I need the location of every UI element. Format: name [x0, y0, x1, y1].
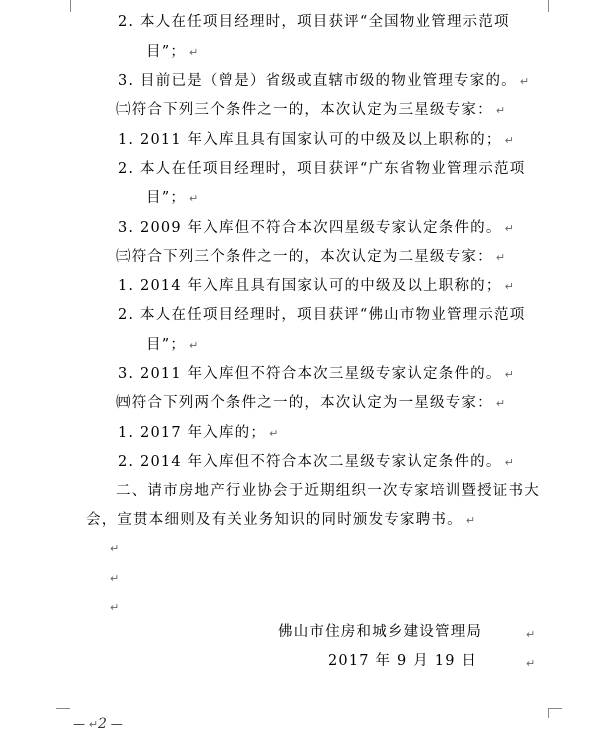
item-4-2: 2. 2014 年入库但不符合本次二星级专家认定条件的。 ↵ [118, 454, 514, 470]
paragraph-mark-icon: ↵ [504, 456, 514, 469]
paragraph-mark-icon: ↵ [88, 718, 99, 731]
paragraph-mark-icon: ↵ [504, 222, 514, 235]
paragraph-mark-icon: ↵ [519, 75, 530, 88]
paragraph-mark-icon: ↵ [526, 628, 536, 641]
item-2-1: 1. 2011 年入库且具有国家认可的中级及以上职称的； ↵ [118, 132, 514, 148]
paragraph-mark-icon: ↵ [189, 339, 199, 352]
item-1-3: 3. 目前已是（曾是）省级或直辖市级的物业管理专家的。 ↵ [118, 73, 530, 89]
item-2-2-line-1: 2. 本人在任项目经理时，项目获评“广东省物业管理示范项 [118, 161, 526, 177]
paragraph-mark-icon: ↵ [189, 192, 199, 205]
section-2-star-heading: ㈢符合下列三个条件之一的，本次认定为二星级专家： ↵ [116, 249, 506, 265]
section-two-line-2: 会，宣贯本细则及有关业务知识的同时颁发专家聘书。 ↵ [86, 512, 476, 528]
item-2-2-line-2: 目”； ↵ [146, 190, 199, 206]
paragraph-mark-icon: ↵ [526, 657, 536, 670]
paragraph-mark-icon: ↵ [504, 368, 514, 381]
item-3-1: 1. 2014 年入库且具有国家认可的中级及以上职称的； ↵ [118, 278, 514, 294]
paragraph-mark-icon: ↵ [495, 251, 506, 264]
page-number-value: 2 [98, 716, 107, 732]
item-3-2-line-1: 2. 本人在任项目经理时，项目获评“佛山市物业管理示范项 [118, 307, 526, 323]
signature-org: 佛山市住房和城乡建设管理局 [278, 624, 483, 640]
section-1-star-heading: ㈣符合下列两个条件之一的，本次认定为一星级专家： ↵ [116, 395, 506, 411]
paragraph-mark-icon: ↵ [504, 280, 514, 293]
empty-paragraph-mark-icon: ↵ [110, 601, 120, 614]
empty-paragraph-mark-icon: ↵ [110, 542, 120, 555]
paragraph-mark-icon: ↵ [504, 134, 514, 147]
signature-date: 2017 年 9 月 19 日 [328, 653, 478, 669]
section-two-line-1: 二、请市房地产行业协会于近期组织一次专家培训暨授证书大 [116, 483, 540, 499]
dash-right: — [106, 717, 123, 731]
page-number [73, 716, 123, 732]
section-3-star-heading: ㈡符合下列三个条件之一的，本次认定为三星级专家： ↵ [116, 102, 506, 118]
paragraph-mark-icon: ↵ [495, 104, 506, 117]
crop-mark-top-right [548, 0, 563, 12]
item-1-2-line-1: 2. 本人在任项目经理时，项目获评“全国物业管理示范项 [118, 14, 510, 30]
paragraph-mark-icon: ↵ [189, 46, 199, 59]
item-2-3: 3. 2009 年入库但不符合本次四星级专家认定条件的。 ↵ [118, 220, 514, 236]
paragraph-mark-icon: ↵ [495, 397, 506, 410]
paragraph-mark-icon: ↵ [269, 427, 279, 440]
dash-left: — [73, 717, 89, 731]
item-3-3: 3. 2011 年入库但不符合本次三星级专家认定条件的。 ↵ [118, 366, 514, 382]
crop-mark-bottom-right-h [548, 708, 562, 723]
empty-paragraph-mark-icon: ↵ [110, 572, 120, 585]
item-3-2-line-2: 目”； ↵ [146, 337, 199, 353]
crop-mark-bottom-left [56, 708, 70, 723]
item-4-1: 1. 2017 年入库的； ↵ [118, 425, 279, 441]
item-1-2-line-2: 目”； ↵ [146, 44, 199, 60]
paragraph-mark-icon: ↵ [465, 514, 476, 527]
crop-mark-top-left [56, 0, 71, 12]
